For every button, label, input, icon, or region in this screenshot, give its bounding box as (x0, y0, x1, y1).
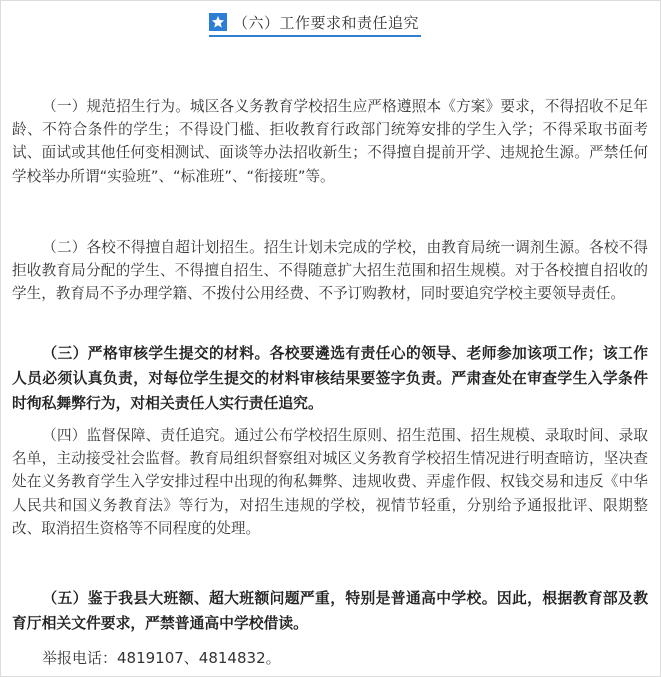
paragraph-1-text: （一）规范招生行为。城区各义务教育学校招生应严格遵照本《方案》要求，不得招收不足年龄、不符合条件的学生；不得设门槛、拒收教育行政部门统筹安排的学生入学；不得采取书面考试、面试或其他任何变相测试、面谈等办法招收新生；不得擅自提前开学、违规抢生源。严禁任何学校举办所谓“实验班”、“标准班”、“衔接班”等。 (12, 98, 648, 185)
paragraph-1 (12, 95, 648, 188)
paragraph-4-text: （四）监督保障、责任追究。通过公布学校招生原则、招生范围、招生规模、录取时间、录取名单，主动接受社会监督。教育局组织督察组对城区义务教育学校招生情况进行明查暗访，坚决查处在义务教育学生入学安排过程中出现的徇私舞弊、违规收费、弄虚作假、权钱交易和违反《中华人民共和国义务教育法》等行为，对招生违规的学校，视情节轻重，分别给予通报批评、限期整改、取消招生资格等不同程度的处理。 (12, 427, 648, 537)
paragraph-3-text: （三）严格审核学生提交的材料。各校要遴选有责任心的领导、老师参加该项工作；该工作人员必须认真负责，对每位学生提交的材料审核结果要签字负责。严肃查处在审查学生入学条件时徇私舞弊行为，对相关责任人实行责任追究。 (12, 345, 648, 412)
section-title: （六）工作要求和责任追究 (233, 13, 420, 32)
paragraph-3 (12, 341, 648, 416)
paragraph-2 (12, 236, 648, 306)
report-phone: 举报电话：4819107、4814832。 (42, 649, 281, 667)
paragraph-4 (12, 424, 648, 540)
paragraph-5-text: （五）鉴于我县大班额、超大班额问题严重，特别是普通高中学校。因此，根据教育部及教育厅相关文件要求，严禁普通高中学校借读。 (12, 590, 648, 632)
paragraph-2-text: （二）各校不得擅自超计划招生。招生计划未完成的学校，由教育局统一调剂生源。各校不得拒收教育局分配的学生、不得擅自招生、不得随意扩大招生范围和招生规模。对于各校擅自招收的学生，教育局不予办理学籍、不拨付公用经费、不予订购教材，同时要追究学校主要领导责任。 (12, 239, 648, 303)
section-heading (209, 9, 421, 37)
paragraph-5 (12, 586, 648, 636)
star-icon (209, 13, 227, 31)
